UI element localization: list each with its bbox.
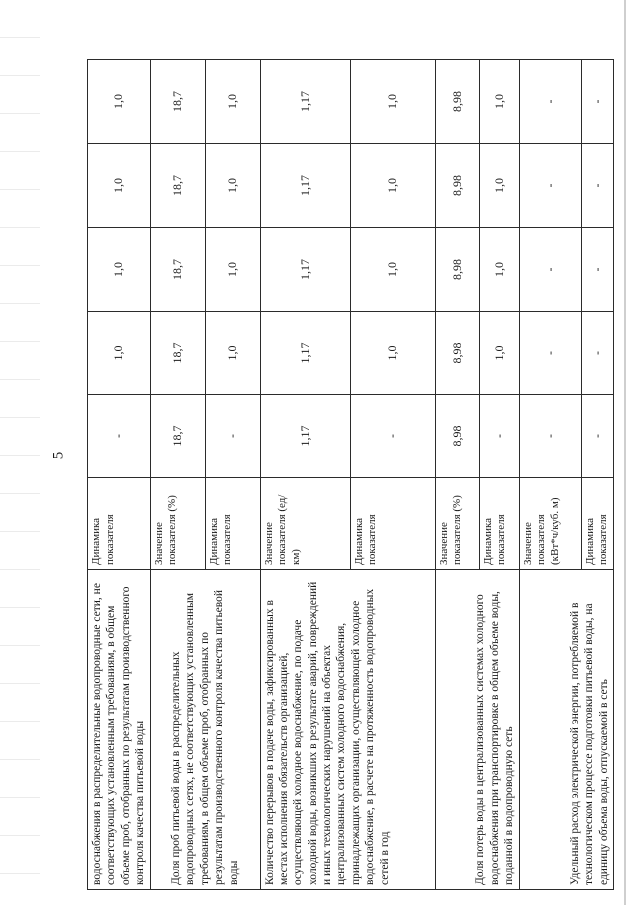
indicators-table: [87, 59, 614, 890]
indicator-cell: Удельный расход электрической энергии, потребляемой в технологическом процессе подготовки питьевой воды, на единицу объема воды, отпускаемой в сеть: [519, 570, 614, 890]
value-cell: 1,0: [205, 312, 260, 395]
value-cell: 1,0: [479, 312, 519, 395]
value-cell: 8,98: [435, 395, 479, 478]
value-cell: 8,98: [435, 144, 479, 228]
value-cell: 1,17: [260, 312, 350, 395]
table-row: [88, 60, 151, 890]
value-cell: 1,0: [205, 144, 260, 228]
value-cell: -: [88, 395, 151, 478]
value-cell: 18,7: [150, 60, 205, 144]
value-cell: 1,0: [88, 60, 151, 144]
value-cell: -: [205, 395, 260, 478]
value-cell: 1,0: [479, 60, 519, 144]
measure-label: Динамика показателя: [581, 478, 614, 570]
value-cell: 8,98: [435, 312, 479, 395]
value-cell: -: [519, 60, 581, 144]
value-cell: 1,17: [260, 144, 350, 228]
indicator-cell: водоснабжения в распределительные водопроводные сети, не соответствующих установленным требованиям, в общем объеме проб, отобранных по результатам производственного контроля качества питьевой воды: [88, 570, 151, 890]
value-cell: -: [479, 395, 519, 478]
value-cell: 1,0: [350, 144, 435, 228]
value-cell: -: [581, 395, 614, 478]
scan-edge-line: [624, 0, 626, 905]
value-cell: -: [581, 312, 614, 395]
value-cell: 1,17: [260, 228, 350, 312]
value-cell: -: [519, 395, 581, 478]
value-cell: 1,0: [350, 312, 435, 395]
value-cell: 1,0: [205, 228, 260, 312]
value-cell: 1,0: [350, 60, 435, 144]
indicator-cell: Доля потерь воды в централизованных системах холодного водоснабжения при транспортировке в общем объеме воды, поданной в водопроводную сеть: [435, 570, 519, 890]
value-cell: 18,7: [150, 144, 205, 228]
measure-label: Значение показателя (ед/км): [260, 478, 350, 570]
indicator-cell: Доля проб питьевой воды в распределительных водопроводных сетях, не соответствующих установленным требованиям, в общем объеме проб, отобранных по результатам производственного контроля качества питьевой воды: [150, 570, 260, 890]
table-row: [260, 60, 350, 890]
value-cell: 8,98: [435, 228, 479, 312]
measure-label: Значение показателя (кВт*ч/куб. м): [519, 478, 581, 570]
value-cell: 1,0: [479, 228, 519, 312]
indicator-cell: Количество перерывов в подаче воды, зафиксированных в местах исполнения обязательств организацией, осуществляющей холодное водоснабжение, по подаче холодной воды, возникших в результате аварий, повреждений и иных технологических нарушений на объектах централизованных систем холодного водоснабжения, принадлежащих организации, осуществляющей холодное водоснабжение, в расчете на протяженность водопроводных сетей в год: [260, 570, 435, 890]
value-cell: 8,98: [435, 60, 479, 144]
measure-label: Динамика показателя: [205, 478, 260, 570]
value-cell: 18,7: [150, 395, 205, 478]
value-cell: 1,0: [88, 312, 151, 395]
value-cell: 1,17: [260, 60, 350, 144]
rotated-table-area: [87, 60, 610, 890]
table-row: [519, 60, 581, 890]
value-cell: -: [581, 60, 614, 144]
value-cell: -: [519, 144, 581, 228]
value-cell: 18,7: [150, 228, 205, 312]
value-cell: 1,0: [88, 228, 151, 312]
value-cell: 1,17: [260, 395, 350, 478]
measure-label: Значение показателя (%): [150, 478, 205, 570]
value-cell: 1,0: [88, 144, 151, 228]
value-cell: 1,0: [479, 144, 519, 228]
value-cell: 1,0: [350, 228, 435, 312]
measure-label: Динамика показателя: [88, 478, 151, 570]
value-cell: -: [519, 312, 581, 395]
value-cell: 1,0: [205, 60, 260, 144]
page-number: 5: [50, 451, 67, 460]
value-cell: -: [581, 144, 614, 228]
value-cell: -: [350, 395, 435, 478]
table-row: [150, 60, 205, 890]
scan-margin-noise: [0, 0, 40, 905]
measure-label: Значение показателя (%): [435, 478, 479, 570]
value-cell: 18,7: [150, 312, 205, 395]
measure-label: Динамика показателя: [350, 478, 435, 570]
value-cell: -: [519, 228, 581, 312]
value-cell: -: [581, 228, 614, 312]
measure-label: Динамика показателя: [479, 478, 519, 570]
table-row: [435, 60, 479, 890]
